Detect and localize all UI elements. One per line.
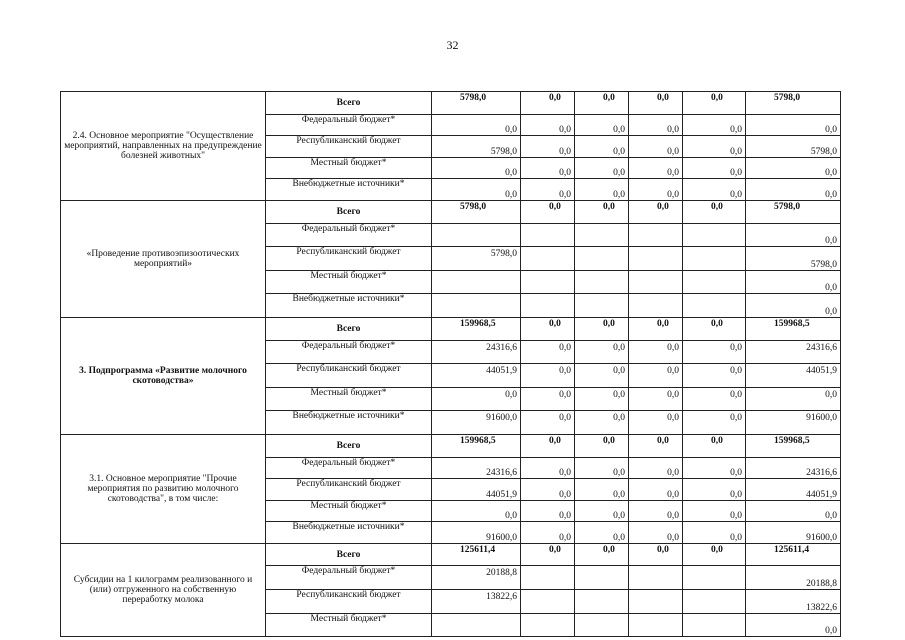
value-cell: 0,0 bbox=[432, 114, 521, 136]
value-cell: 159968,5 bbox=[746, 434, 841, 457]
table-body bbox=[61, 92, 841, 637]
value-cell: 0,0 bbox=[521, 364, 575, 388]
value-cell: 13822,6 bbox=[432, 590, 521, 614]
funding-source: Федеральный бюджет* bbox=[266, 457, 432, 479]
total-label: Всего bbox=[266, 200, 432, 223]
funding-source: Внебюджетные источники* bbox=[266, 522, 432, 544]
value-cell: 91600,0 bbox=[746, 411, 841, 435]
value-cell: 0,0 bbox=[575, 500, 629, 522]
value-cell: 0,0 bbox=[521, 543, 575, 566]
funding-source: Местный бюджет* bbox=[266, 613, 432, 637]
value-cell: 0,0 bbox=[746, 387, 841, 411]
value-cell: 44051,9 bbox=[432, 479, 521, 501]
funding-source: Республиканский бюджет bbox=[266, 590, 432, 614]
value-cell: 44051,9 bbox=[746, 479, 841, 501]
value-cell: 24316,6 bbox=[432, 340, 521, 364]
value-cell: 0,0 bbox=[683, 387, 746, 411]
value-cell bbox=[683, 294, 746, 318]
value-cell: 0,0 bbox=[575, 364, 629, 388]
value-cell: 159968,5 bbox=[746, 317, 841, 340]
activity-label: 3.1. Основное мероприятие "Прочие мероприятия по развитию молочного скотоводства", в том числе: bbox=[61, 434, 266, 543]
value-cell: 0,0 bbox=[432, 387, 521, 411]
value-cell: 91600,0 bbox=[432, 522, 521, 544]
value-cell: 5798,0 bbox=[432, 200, 521, 223]
value-cell: 0,0 bbox=[746, 114, 841, 136]
value-cell: 0,0 bbox=[683, 136, 746, 158]
value-cell: 0,0 bbox=[629, 317, 683, 340]
value-cell bbox=[629, 270, 683, 294]
value-cell: 0,0 bbox=[746, 294, 841, 318]
value-cell: 0,0 bbox=[521, 200, 575, 223]
funding-source: Республиканский бюджет bbox=[266, 364, 432, 388]
table-row bbox=[61, 434, 841, 457]
funding-source: Республиканский бюджет bbox=[266, 136, 432, 158]
value-cell: 0,0 bbox=[683, 317, 746, 340]
value-cell: 0,0 bbox=[629, 500, 683, 522]
value-cell: 0,0 bbox=[521, 114, 575, 136]
value-cell bbox=[432, 223, 521, 247]
value-cell: 0,0 bbox=[575, 92, 629, 115]
value-cell: 0,0 bbox=[575, 457, 629, 479]
value-cell bbox=[575, 247, 629, 271]
value-cell: 20188,8 bbox=[746, 566, 841, 590]
funding-source: Местный бюджет* bbox=[266, 500, 432, 522]
value-cell: 0,0 bbox=[683, 114, 746, 136]
activity-label: Субсидии на 1 килограмм реализованного и (или) отгруженного на собственную переработку молока bbox=[61, 543, 266, 636]
value-cell: 0,0 bbox=[629, 92, 683, 115]
value-cell: 0,0 bbox=[575, 387, 629, 411]
value-cell: 0,0 bbox=[521, 136, 575, 158]
value-cell: 24316,6 bbox=[746, 457, 841, 479]
value-cell bbox=[521, 613, 575, 637]
value-cell bbox=[432, 270, 521, 294]
value-cell bbox=[521, 566, 575, 590]
value-cell: 0,0 bbox=[575, 114, 629, 136]
value-cell bbox=[521, 270, 575, 294]
value-cell: 44051,9 bbox=[746, 364, 841, 388]
value-cell bbox=[575, 566, 629, 590]
value-cell: 0,0 bbox=[746, 223, 841, 247]
value-cell: 0,0 bbox=[683, 200, 746, 223]
funding-source: Республиканский бюджет bbox=[266, 479, 432, 501]
value-cell: 0,0 bbox=[629, 387, 683, 411]
value-cell bbox=[575, 223, 629, 247]
value-cell: 0,0 bbox=[683, 543, 746, 566]
value-cell bbox=[629, 613, 683, 637]
value-cell: 0,0 bbox=[629, 543, 683, 566]
value-cell: 5798,0 bbox=[746, 136, 841, 158]
value-cell: 0,0 bbox=[746, 613, 841, 637]
funding-source: Федеральный бюджет* bbox=[266, 114, 432, 136]
value-cell bbox=[521, 223, 575, 247]
value-cell: 0,0 bbox=[683, 411, 746, 435]
value-cell: 5798,0 bbox=[746, 92, 841, 115]
value-cell: 5798,0 bbox=[746, 247, 841, 271]
value-cell: 0,0 bbox=[629, 364, 683, 388]
value-cell: 0,0 bbox=[683, 92, 746, 115]
value-cell bbox=[629, 590, 683, 614]
value-cell: 0,0 bbox=[683, 500, 746, 522]
value-cell bbox=[629, 223, 683, 247]
value-cell: 0,0 bbox=[521, 522, 575, 544]
value-cell bbox=[683, 590, 746, 614]
value-cell: 0,0 bbox=[575, 522, 629, 544]
value-cell: 0,0 bbox=[629, 157, 683, 179]
value-cell: 0,0 bbox=[683, 179, 746, 201]
value-cell: 0,0 bbox=[629, 411, 683, 435]
budget-table bbox=[60, 91, 841, 637]
value-cell: 13822,6 bbox=[746, 590, 841, 614]
value-cell: 125611,4 bbox=[746, 543, 841, 566]
funding-source: Внебюджетные источники* bbox=[266, 294, 432, 318]
total-label: Всего bbox=[266, 317, 432, 340]
value-cell: 0,0 bbox=[575, 317, 629, 340]
value-cell: 0,0 bbox=[432, 500, 521, 522]
value-cell: 5798,0 bbox=[432, 92, 521, 115]
total-label: Всего bbox=[266, 92, 432, 115]
value-cell: 0,0 bbox=[629, 114, 683, 136]
table-row bbox=[61, 92, 841, 115]
value-cell bbox=[683, 247, 746, 271]
value-cell bbox=[575, 590, 629, 614]
value-cell: 0,0 bbox=[629, 479, 683, 501]
value-cell: 0,0 bbox=[629, 340, 683, 364]
value-cell: 0,0 bbox=[746, 157, 841, 179]
value-cell: 0,0 bbox=[683, 364, 746, 388]
value-cell: 44051,9 bbox=[432, 364, 521, 388]
funding-source: Республиканский бюджет bbox=[266, 247, 432, 271]
value-cell: 0,0 bbox=[629, 200, 683, 223]
total-label: Всего bbox=[266, 434, 432, 457]
value-cell: 0,0 bbox=[432, 179, 521, 201]
value-cell: 0,0 bbox=[629, 522, 683, 544]
activity-label: «Проведение противоэпизоотических мероприятий» bbox=[61, 200, 266, 317]
funding-source: Местный бюджет* bbox=[266, 157, 432, 179]
funding-source: Федеральный бюджет* bbox=[266, 566, 432, 590]
table-row bbox=[61, 200, 841, 223]
value-cell: 0,0 bbox=[521, 500, 575, 522]
value-cell: 0,0 bbox=[629, 136, 683, 158]
value-cell bbox=[432, 294, 521, 318]
value-cell: 0,0 bbox=[683, 157, 746, 179]
value-cell: 0,0 bbox=[521, 92, 575, 115]
value-cell: 125611,4 bbox=[432, 543, 521, 566]
value-cell: 24316,6 bbox=[432, 457, 521, 479]
total-label: Всего bbox=[266, 543, 432, 566]
value-cell: 5798,0 bbox=[432, 136, 521, 158]
value-cell bbox=[629, 294, 683, 318]
value-cell bbox=[521, 247, 575, 271]
value-cell: 0,0 bbox=[683, 479, 746, 501]
table-row bbox=[61, 543, 841, 566]
value-cell: 0,0 bbox=[575, 179, 629, 201]
value-cell: 0,0 bbox=[521, 411, 575, 435]
value-cell: 0,0 bbox=[683, 340, 746, 364]
value-cell bbox=[521, 294, 575, 318]
value-cell: 0,0 bbox=[683, 457, 746, 479]
value-cell: 0,0 bbox=[521, 340, 575, 364]
value-cell: 0,0 bbox=[575, 411, 629, 435]
value-cell: 0,0 bbox=[521, 317, 575, 340]
activity-label: 2.4. Основное мероприятие "Осуществление мероприятий, направленных на предупреждение болезней животных" bbox=[61, 92, 266, 201]
value-cell: 0,0 bbox=[629, 179, 683, 201]
value-cell: 0,0 bbox=[521, 179, 575, 201]
value-cell: 0,0 bbox=[746, 500, 841, 522]
funding-source: Федеральный бюджет* bbox=[266, 223, 432, 247]
value-cell: 0,0 bbox=[629, 457, 683, 479]
page-number: 32 bbox=[446, 38, 459, 52]
value-cell bbox=[575, 270, 629, 294]
value-cell: 0,0 bbox=[629, 434, 683, 457]
value-cell: 0,0 bbox=[746, 179, 841, 201]
value-cell: 0,0 bbox=[575, 434, 629, 457]
value-cell: 5798,0 bbox=[746, 200, 841, 223]
value-cell bbox=[575, 613, 629, 637]
value-cell: 0,0 bbox=[575, 157, 629, 179]
value-cell: 0,0 bbox=[521, 457, 575, 479]
value-cell: 0,0 bbox=[683, 434, 746, 457]
value-cell: 0,0 bbox=[521, 387, 575, 411]
value-cell: 159968,5 bbox=[432, 317, 521, 340]
value-cell: 0,0 bbox=[521, 157, 575, 179]
funding-source: Федеральный бюджет* bbox=[266, 340, 432, 364]
value-cell: 91600,0 bbox=[746, 522, 841, 544]
funding-source: Внебюджетные источники* bbox=[266, 411, 432, 435]
funding-source: Внебюджетные источники* bbox=[266, 179, 432, 201]
value-cell bbox=[432, 613, 521, 637]
value-cell bbox=[683, 566, 746, 590]
funding-source: Местный бюджет* bbox=[266, 270, 432, 294]
funding-source: Местный бюджет* bbox=[266, 387, 432, 411]
value-cell: 0,0 bbox=[432, 157, 521, 179]
value-cell: 0,0 bbox=[575, 543, 629, 566]
value-cell: 159968,5 bbox=[432, 434, 521, 457]
value-cell bbox=[683, 270, 746, 294]
value-cell: 0,0 bbox=[683, 522, 746, 544]
value-cell bbox=[629, 247, 683, 271]
value-cell: 0,0 bbox=[575, 340, 629, 364]
value-cell: 0,0 bbox=[746, 270, 841, 294]
value-cell: 0,0 bbox=[521, 479, 575, 501]
value-cell: 0,0 bbox=[521, 434, 575, 457]
value-cell: 24316,6 bbox=[746, 340, 841, 364]
value-cell: 20188,8 bbox=[432, 566, 521, 590]
activity-label: 3. Подпрограмма «Развитие молочного скотоводства» bbox=[61, 317, 266, 434]
value-cell bbox=[683, 223, 746, 247]
value-cell bbox=[683, 613, 746, 637]
value-cell: 91600,0 bbox=[432, 411, 521, 435]
value-cell bbox=[629, 566, 683, 590]
value-cell bbox=[575, 294, 629, 318]
value-cell: 0,0 bbox=[575, 200, 629, 223]
value-cell bbox=[521, 590, 575, 614]
value-cell: 0,0 bbox=[575, 136, 629, 158]
table-row bbox=[61, 317, 841, 340]
value-cell: 0,0 bbox=[575, 479, 629, 501]
value-cell: 5798,0 bbox=[432, 247, 521, 271]
